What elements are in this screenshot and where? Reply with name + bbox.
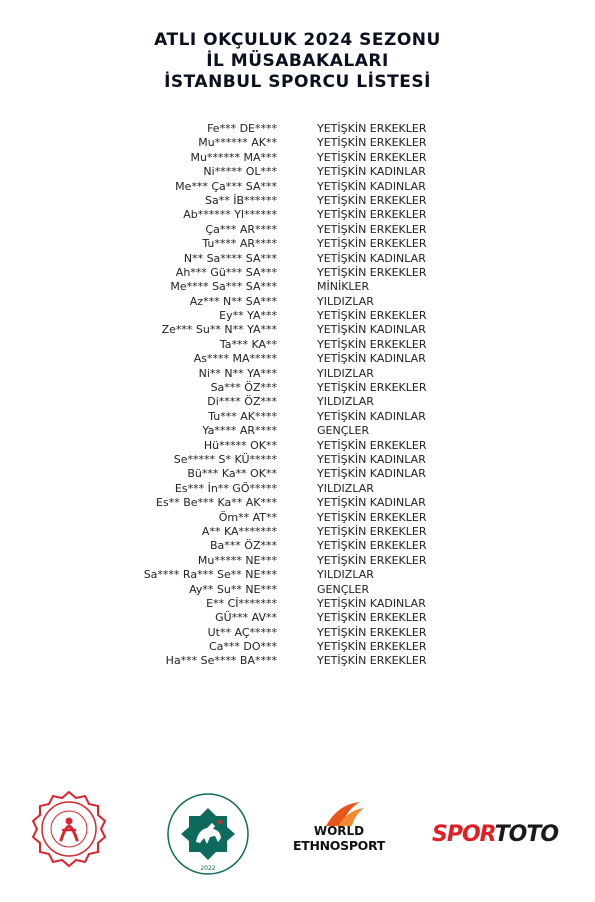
- athlete-name: Fe*** DE****: [207, 122, 277, 135]
- athlete-row: [0, 151, 595, 165]
- athlete-row: [0, 295, 595, 309]
- athlete-row: [0, 352, 595, 366]
- athlete-category: YETİŞKİN ERKEKLER: [317, 337, 427, 351]
- athlete-name: Ab****** Yl******: [183, 208, 277, 222]
- athlete-name: Ay** Su** NE***: [189, 582, 277, 596]
- athlete-name: Az*** N** SA***: [189, 294, 277, 308]
- athlete-name: Mu****** AK**: [198, 136, 277, 150]
- athlete-row: [0, 467, 595, 481]
- athlete-category: YETİŞKİN KADINLAR: [317, 251, 426, 265]
- athlete-category: YETİŞKİN ERKEKLER: [317, 222, 427, 236]
- header-line-list: İSTANBUL SPORCU LİSTESİ: [164, 72, 431, 92]
- athlete-row: [0, 525, 595, 539]
- world-ethnosport-logo: [288, 800, 390, 870]
- athlete-category: YETİŞKİN ERKEKLER: [317, 438, 427, 452]
- athlete-row: [0, 237, 595, 251]
- federation-horse-seal-icon: [165, 790, 251, 878]
- athlete-row: [0, 453, 595, 467]
- athlete-name: Hü***** OK**: [203, 438, 277, 452]
- athlete-name: Es** Be*** Ka** AK***: [156, 496, 277, 510]
- athlete-name: Bü*** Ka** OK**: [187, 467, 277, 481]
- athlete-row: [0, 136, 595, 150]
- header-line-competition: İL MÜSABAKALARI: [206, 51, 389, 71]
- athlete-name: Öm** AT**: [218, 510, 277, 524]
- athlete-row: [0, 194, 595, 208]
- athlete-list: [0, 122, 595, 669]
- athlete-row: [0, 252, 595, 266]
- athlete-row: [0, 309, 595, 323]
- federation-year: 2022: [200, 865, 216, 872]
- athlete-category: YETİŞKİN KADINLAR: [317, 496, 426, 510]
- athlete-name: Ni***** OL***: [203, 165, 277, 179]
- athlete-category: YETİŞKİN ERKEKLER: [317, 122, 427, 135]
- athlete-category: YETİŞKİN KADINLAR: [317, 352, 426, 366]
- athlete-category: YETİŞKİN ERKEKLER: [317, 150, 427, 164]
- athlete-category: YILDIZLAR: [317, 395, 374, 409]
- athlete-name: Sa**** Ra*** Se** NE***: [143, 568, 277, 582]
- athlete-name: Ta*** KA**: [219, 337, 277, 351]
- ethnosport-line-world: WORLD: [313, 824, 365, 838]
- athlete-row: [0, 208, 595, 222]
- athlete-row: [0, 223, 595, 237]
- athlete-category: YETİŞKİN ERKEKLER: [317, 640, 427, 654]
- athlete-name: Me*** Ça*** SA***: [175, 179, 277, 193]
- athlete-name: Me**** Sa*** SA***: [170, 280, 277, 294]
- athlete-category: GENÇLER: [317, 424, 370, 438]
- athlete-row: [0, 439, 595, 453]
- sportoto-spor: SPOR: [432, 822, 495, 847]
- athlete-name: Ni** N** YA***: [198, 366, 277, 380]
- athlete-category: YETİŞKİN ERKEKLER: [317, 309, 427, 323]
- athlete-category: YETİŞKİN ERKEKLER: [317, 539, 427, 553]
- athlete-row: [0, 367, 595, 381]
- athlete-name: Ut** AÇ*****: [207, 625, 277, 639]
- athlete-category: YETİŞKİN ERKEKLER: [317, 136, 427, 150]
- athlete-name: N** Sa**** SA***: [183, 251, 277, 265]
- athlete-category: YILDIZLAR: [317, 481, 374, 495]
- header-line-season: ATLI OKÇULUK 2024 SEZONU: [154, 30, 441, 50]
- athlete-row: [0, 568, 595, 582]
- athlete-row: [0, 165, 595, 179]
- athlete-name: Mu***** NE***: [197, 553, 277, 567]
- athlete-name: Ça*** AR****: [205, 222, 277, 236]
- athlete-row: [0, 122, 595, 136]
- athlete-category: YETİŞKİN KADINLAR: [317, 409, 426, 423]
- athlete-row: [0, 410, 595, 424]
- athlete-name: Sa** İB******: [204, 193, 277, 207]
- athlete-row: [0, 395, 595, 409]
- athlete-row: [0, 424, 595, 438]
- athlete-category: YILDIZLAR: [317, 366, 374, 380]
- sponsor-logos: [0, 790, 595, 890]
- athlete-category: YETİŞKİN ERKEKLER: [317, 625, 427, 639]
- athlete-category: YILDIZLAR: [317, 294, 374, 308]
- athlete-category: YETİŞKİN ERKEKLER: [317, 524, 427, 538]
- athlete-name: Ey** YA***: [219, 309, 277, 323]
- sportoto-toto: TOTO: [494, 822, 559, 847]
- athlete-row: [0, 381, 595, 395]
- athlete-row: [0, 597, 595, 611]
- athlete-name: Es*** İn** GÖ*****: [174, 481, 277, 495]
- athlete-name: Mu****** MA***: [190, 150, 277, 164]
- athlete-name: As**** MA*****: [193, 352, 277, 366]
- athlete-row: [0, 323, 595, 337]
- athlete-name: Ah*** Gü*** SA***: [175, 265, 277, 279]
- ethnosport-line-ethnosport: ETHNOSPORT: [293, 838, 385, 853]
- athlete-row: [0, 654, 595, 668]
- athlete-category: YETİŞKİN ERKEKLER: [317, 208, 427, 222]
- athlete-name: Tu**** AR****: [202, 237, 277, 251]
- athlete-row: [0, 180, 595, 194]
- athlete-row: [0, 554, 595, 568]
- athlete-category: YETİŞKİN ERKEKLER: [317, 553, 427, 567]
- athlete-category: MİNİKLER: [317, 280, 370, 294]
- athlete-category: YETİŞKİN ERKEKLER: [317, 654, 427, 668]
- athlete-category: YETİŞKİN ERKEKLER: [317, 265, 427, 279]
- athlete-row: [0, 611, 595, 625]
- athlete-name: Ba*** ÖZ***: [210, 539, 277, 553]
- athlete-category: YETİŞKİN KADINLAR: [317, 323, 426, 337]
- athlete-category: YETİŞKİN ERKEKLER: [317, 193, 427, 207]
- athlete-category: YETİŞKİN ERKEKLER: [317, 237, 427, 251]
- athlete-row: [0, 583, 595, 597]
- document-header: [0, 30, 595, 93]
- athlete-category: YETİŞKİN KADINLAR: [317, 596, 426, 610]
- athlete-row: [0, 626, 595, 640]
- athlete-row: [0, 338, 595, 352]
- athlete-name: Ha*** Se**** BA****: [165, 654, 277, 668]
- athlete-category: YILDIZLAR: [317, 568, 374, 582]
- athlete-name: Sa*** ÖZ***: [210, 381, 277, 395]
- athlete-category: YETİŞKİN KADINLAR: [317, 179, 426, 193]
- athlete-row: [0, 266, 595, 280]
- athlete-name: Ca*** DO***: [208, 640, 277, 654]
- athlete-category: YETİŞKİN KADINLAR: [317, 467, 426, 481]
- athlete-row: [0, 640, 595, 654]
- athlete-row: [0, 539, 595, 553]
- athlete-name: A** KA*******: [201, 524, 277, 538]
- athlete-category: YETİŞKİN KADINLAR: [317, 165, 426, 179]
- athlete-name: Tu*** AK****: [208, 409, 277, 423]
- athlete-name: GÜ*** AV**: [215, 611, 277, 625]
- ministry-seal-icon: [30, 790, 108, 868]
- athlete-category: YETİŞKİN KADINLAR: [317, 452, 426, 466]
- athlete-row: [0, 280, 595, 294]
- athlete-row: [0, 496, 595, 510]
- athlete-name: Ze*** Su** N** YA***: [161, 323, 277, 337]
- athlete-name: Ya**** AR****: [202, 424, 277, 438]
- athlete-name: E** Cİ*******: [206, 596, 277, 610]
- athlete-category: YETİŞKİN ERKEKLER: [317, 611, 427, 625]
- athlete-name: Se***** S* KÜ*****: [173, 452, 277, 466]
- athlete-name: Di**** ÖZ***: [207, 395, 277, 409]
- athlete-category: YETİŞKİN ERKEKLER: [317, 381, 427, 395]
- athlete-category: GENÇLER: [317, 582, 370, 596]
- sportoto-logo: [432, 822, 567, 852]
- athlete-row: [0, 511, 595, 525]
- athlete-category: YETİŞKİN ERKEKLER: [317, 510, 427, 524]
- athlete-row: [0, 482, 595, 496]
